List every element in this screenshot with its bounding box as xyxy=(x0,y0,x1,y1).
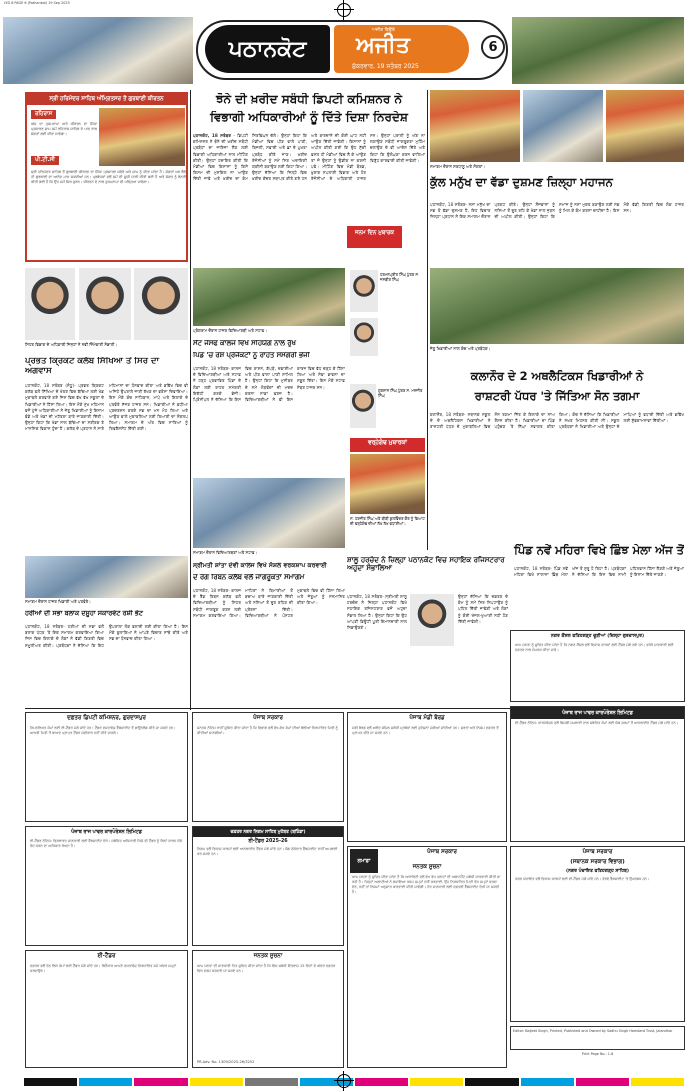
page-number: 6 xyxy=(488,39,498,55)
tender-corp-notice xyxy=(192,826,344,946)
cricket-body: ਪਠਾਨਕੋਟ, 18 ਸਤੰਬਰ (ਸੰਧੂ)- ਪ੍ਰਭਤ ਕ੍ਰਿਕਟ ਕਲੱਬ ਵਲੋਂ ਸਿੱਖਿਆ ਦੇ ਖੇਤਰ ਵਿਚ ਬੱਚਿਆਂ ਲਈ ਖੇਡ ਮੁਕਾਬਲੇ ਕਰਵਾਏ ਗਏ ਜਿਸ ਵਿਚ ਵੱਖ ਵੱਖ ਸਕੂਲਾਂ ਦੇ ਖਿਡਾਰੀਆਂ ਨੇ ਹਿੱਸਾ ਲਿਆ। ਇਸ ਮੌਕੇ ਮੁੱਖ ਮਹਿਮਾਨ ਵਜੋਂ ਪੁੱਜੇ ਅਧਿਕਾਰੀਆਂ ਨੇ ਜੇਤੂ ਖਿਡਾਰੀਆਂ ਨੂੰ ਇਨਾਮ ਵੰਡੇ ਅਤੇ ਖੇਡਾਂ ਦੀ ਮਹੱਤਤਾ ਬਾਰੇ ਜਾਣਕਾਰੀ ਦਿੱਤੀ। ਉਨ੍ਹਾਂ ਕਿਹਾ ਕਿ ਖੇਡਾਂ ਨਾਲ ਬੱਚਿਆਂ ਦਾ ਸਰੀਰਕ ਤੇ ਮਾਨਸਿਕ ਵਿਕਾਸ ਹੁੰਦਾ ਹੈ। ਕਲੱਬ ਦੇ ਪ੍ਰਧਾਨ ਨੇ ਸਾਰੇ ਮਹਿਮਾਨਾਂ ਦਾ ਧੰਨਵਾਦ ਕੀਤਾ ਅਤੇ ਭਵਿੱਖ ਵਿਚ ਵੀ ਅਜਿਹੇ ਉਪਰਾਲੇ ਜਾਰੀ ਰੱਖਣ ਦਾ ਭਰੋਸਾ ਦਿਵਾਇਆ। ਇਸ ਮੌਕੇ ਕੋਚ ਸਾਹਿਬਾਨ, ਮਾਪੇ ਅਤੇ ਇਲਾਕੇ ਦੇ ਪਤਵੰਤੇ ਸੱਜਣ ਹਾਜ਼ਰ ਸਨ। ਖਿਡਾਰੀਆਂ ਨੇ ਵਧੀਆ ਪ੍ਰਦਰਸ਼ਨ ਕਰਕੇ ਸਭ ਦਾ ਮਨ ਮੋਹ ਲਿਆ ਅਤੇ ਆਉਣ ਵਾਲੇ ਮੁਕਾਬਲਿਆਂ ਲਈ ਤਿਆਰੀ ਦਾ ਸੰਕਲਪ ਲਿਆ। ਸਮਾਗਮ ਦੇ ਅੰਤ ਵਿਚ ਸਾਰਿਆਂ ਨੂੰ ਰਿਫਰੈਸ਼ਮੈਂਟ ਦਿੱਤੀ ਗਈ। xyxy=(25,383,188,432)
municipal-notice xyxy=(510,630,685,702)
school-photo-caption: ਪ੍ਰੋਗਰਾਮ ਦੌਰਾਨ ਹਾਜ਼ਰ ਵਿਦਿਆਰਥੀ ਅਤੇ ਸਟਾਫ਼। xyxy=(193,328,267,333)
portrait-2 xyxy=(79,268,131,340)
birthday-caption-3: ਗੁਰਸ਼ਾਨ ਸਿੰਘ ਪੁੱਤਰ ਸ. ਮਨਜੀਤ ਸਿੰਘ xyxy=(378,388,423,398)
page-number-badge xyxy=(481,35,505,59)
dc-office-title: ਦਫ਼ਤਰ ਡਿਪਟੀ ਕਮਿਸ਼ਨਰ, ਗੁਰਦਾਸਪੁਰ xyxy=(67,715,146,721)
dc-office-body: ਨਿਮਨਲਿਖਤ ਕੰਮਾਂ ਲਈ ਈ-ਟੈਂਡਰ ਮੰਗੇ ਜਾਂਦੇ ਹਨ। ਟੈਂਡਰ ਦਸਤਾਵੇਜ਼ ਵੈੱਬਸਾਈਟ ਤੋਂ ਡਾਊਨਲੋਡ ਕੀਤੇ ਜਾ ਸਕਦੇ ਹਨ। ਆਖਰੀ ਮਿਤੀ ਤੋਂ ਬਾਅਦ ਪ੍ਰਾਪਤ ਟੈਂਡਰ ਸਵੀਕਾਰ ਨਹੀਂ ਕੀਤੇ ਜਾਣਗੇ। xyxy=(30,726,176,735)
birthday-caption-1: ਹਰਮਨਪ੍ਰੀਤ ਸਿੰਘ ਪੁੱਤਰ ਸ. ਜਸਬੀਰ ਸਿੰਘ xyxy=(380,272,420,282)
dc-office-notice xyxy=(25,712,188,822)
gmada-notice xyxy=(347,846,507,1068)
pr-adv-number: PR-Adv. No. 1309/2025-26/3252 xyxy=(197,1060,255,1064)
local-govt-body: ਨਗਰ ਪੰਚਾਇਤ ਵਲੋਂ ਵਿਕਾਸ ਕਾਰਜਾਂ ਲਈ ਈ-ਟੈਂਡਰ ਮੰਗੇ ਜਾਂਦੇ ਹਨ। ਵੇਰਵੇ ਵੈੱਬਸਾਈਟ 'ਤੇ ਉਪਲਬਧ ਹਨ। xyxy=(515,877,650,881)
printer-line: Editor: Baljeet Singh, Printed, Published and Owned by Sadhu Singh Hamdard Trust, Jalandhar xyxy=(510,1026,685,1050)
birthday-banner-text: ਜਨਮ ਦਿਨ ਮੁਬਾਰਕ xyxy=(354,230,395,236)
school-headline-2: ਪਿੰਡ 'ਚ ਰਸ਼ ਪ੍ਰੋਜੈਕਟਾਂ ਨੂੰ ਰਾਹਤ ਸਮੱਗਰੀ ਭੇਜੀ xyxy=(193,352,310,359)
gurbani-text-2: ਸ੍ਰੀ ਹਰਿਮੰਦਰ ਸਾਹਿਬ ਤੋਂ ਗੁਰਬਾਣੀ ਕੀਰਤਨ ਦਾ ਸਿੱਧਾ ਪ੍ਰਸਾਰਣ ਸਵੇਰੇ ਅਤੇ ਸ਼ਾਮ ਨੂੰ ਕੀਤਾ ਜਾਂਦਾ ਹੈ। ਸੰਗਤਾਂ ਘਰ ਬੈਠੇ ਹੀ ਗੁਰਬਾਣੀ ਦਾ ਆਨੰਦ ਮਾਣ ਸਕਦੀਆਂ ਹਨ। ਪ੍ਰਬੰਧਕਾਂ ਵਲੋਂ ਸਮੇਂ ਦੀ ਸੂਚੀ ਜਾਰੀ ਕੀਤੀ ਗਈ ਹੈ ਅਤੇ ਸੰਗਤ ਨੂੰ ਬੇਨਤੀ ਕੀਤੀ ਗਈ ਹੈ ਕਿ ਉਹ ਸਮੇਂ ਸਿਰ ਜੁੜਨ। ਕੀਰਤਨ ਦੇ ਨਾਲ ਹੁਕਮਨਾਮਾ ਵੀ ਪੜ੍ਹਿਆ ਜਾਵੇਗਾ। xyxy=(31,170,186,184)
awareness-photo-caption: ਸਮਾਗਮ ਦੌਰਾਨ ਵਿਦਿਆਰਥਣਾਂ ਅਤੇ ਸਟਾਫ਼। xyxy=(193,550,258,555)
print-slug: LYD 8 PAGE 6 (Pathankot) 19 Sep 2025 xyxy=(4,1,70,5)
lead-headline-2: ਵਿਭਾਗੀ ਅਧਿਕਾਰੀਆਂ ਨੂੰ ਦਿੱਤੇ ਦਿਸ਼ਾ ਨਿਰਦੇਸ਼ xyxy=(210,111,408,124)
tender-notice-left-title: ਈ-ਟੈਂਡਰ xyxy=(97,953,116,959)
drugs-headline: ਕੁੱਲ ਮਨੁੱਖ ਦਾ ਵੱਡਾ ਦੁਸ਼ਮਣ ਜ਼ਿਲ੍ਹਾ ਮਹਾਜਨ xyxy=(430,176,613,189)
awareness-photo xyxy=(193,478,345,548)
gurbani-tv-label: ਪੀ.ਟੀ.ਸੀ xyxy=(31,156,59,165)
print-page-label: Print Page No.: 1-8 xyxy=(581,1052,614,1056)
registration-mark-bottom xyxy=(337,1074,351,1088)
fair-headline: ਪਿੰਡ ਨਵੇਂ ਮਹਿਰਾ ਵਿਖੇ ਛਿੰਝ ਮੇਲਾ ਅੱਜ ਤੋਂ xyxy=(514,544,684,557)
tender-notice-left xyxy=(25,950,188,1068)
cricket-photo-caption: ਸਮਾਗਮ ਦੌਰਾਨ ਹਾਜ਼ਰ ਖਿਡਾਰੀ ਅਤੇ ਪਤਵੰਤੇ। xyxy=(25,599,91,604)
municipal-notice-body: ਆਮ ਜਨਤਾ ਨੂੰ ਸੂਚਿਤ ਕੀਤਾ ਜਾਂਦਾ ਹੈ ਕਿ ਨਗਰ ਕੌਂਸਲ ਵਲੋਂ ਵਿਕਾਸ ਕਾਰਜਾਂ ਲਈ ਟੈਂਡਰ ਮੰਗੇ ਗਏ ਹਨ। ਵਧੇਰੇ ਜਾਣਕਾਰੀ ਲਈ ਦਫ਼ਤਰ ਨਾਲ ਸੰਪਰਕ ਕੀਤਾ ਜਾਵੇ। xyxy=(515,643,674,652)
public-notice-left-body: ਆਮ ਜਨਤਾ ਦੀ ਜਾਣਕਾਰੀ ਹਿਤ ਸੂਚਿਤ ਕੀਤਾ ਜਾਂਦਾ ਹੈ ਕਿ ਇਸ ਸਬੰਧੀ ਇਤਰਾਜ਼ 15 ਦਿਨਾਂ ਦੇ ਅੰਦਰ ਦਫ਼ਤਰ ਵਿਖੇ ਦਰਜ ਕਰਵਾਏ ਜਾ ਸਕਦੇ ਹਨ। xyxy=(197,964,336,973)
gmada-logo: ਗਮਾਡਾ xyxy=(350,849,378,873)
municipal-notice-title: ਨਗਰ ਕੌਂਸਲ ਫਤਿਹਗੜ੍ਹ ਚੂੜੀਆਂ (ਜ਼ਿਲ੍ਹਾ ਗੁਰਦਾਸਪੁਰ) xyxy=(550,634,645,639)
mandi-notice-body: ਮੰਡੀ ਬੋਰਡ ਵਲੋਂ ਖ਼ਰੀਦ ਸੀਜ਼ਨ ਸਬੰਧੀ ਪ੍ਰਬੰਧਾਂ ਲਈ ਕੁਟੇਸ਼ਨਾਂ ਮੰਗੀਆਂ ਜਾਂਦੀਆਂ ਹਨ। ਸ਼ਰਤਾਂ ਅਤੇ ਨਿਯਮ ਦਫ਼ਤਰ ਤੋਂ ਪ੍ਰਾਪਤ ਕੀਤੇ ਜਾ ਸਕਦੇ ਹਨ। xyxy=(352,726,499,735)
gurbani-box-title: ਸ੍ਰੀ ਹਰਿਮੰਦਰ ਸਾਹਿਬ ਅੰਮ੍ਰਿਤਸਰ ਤੋਂ ਗੁਰਬਾਣੀ ਕੀਰਤਨ xyxy=(27,94,186,105)
masthead-title-right: ਅਜੀਤ xyxy=(356,33,410,58)
birthday-photo-3 xyxy=(350,384,376,428)
masthead-kicker: ਅਜੀਤ ਬਿਊਰੋ xyxy=(372,28,395,33)
registration-mark-top xyxy=(337,3,351,17)
school-photo xyxy=(193,268,345,326)
athletes-headline-1: ਕਲਾਨੌਰ ਦੇ 2 ਅਥਲੈਟਿਕਸ ਖਿਡਾਰੀਆਂ ਨੇ xyxy=(470,370,644,383)
color-registration-bar xyxy=(24,1078,684,1086)
gurbani-text-1: ਅੱਜ ਦਾ ਹੁਕਮਨਾਮਾ ਅਤੇ ਕੀਰਤਨ ਦਾ ਸਿੱਧਾ ਪ੍ਰਸਾਰਣ ਸ਼ਾਮ ਸਮੇਂ ਰਹਿਰਾਸ ਸਾਹਿਬ ਦੇ ਪਾਠ ਨਾਲ ਸੰਗਤਾਂ ਲਈ ਕੀਤਾ ਜਾਵੇਗਾ। xyxy=(31,122,97,136)
masthead-title-right-box xyxy=(334,25,469,73)
athletes-headline-2: ਰਾਸ਼ਟਰੀ ਪੱਧਰ 'ਤੇ ਜਿੱਤਿਆ ਸੋਨ ਤਗਮਾ xyxy=(474,390,640,403)
masthead-right-photo xyxy=(512,17,684,84)
tender-corp-subtitle: ਈ-ਟੈਂਡਰ 2025-26 xyxy=(248,839,288,844)
anniversary-photo xyxy=(350,454,425,514)
masthead-title-left-box xyxy=(205,25,330,73)
school-body: ਪਠਾਨਕੋਟ, 18 ਸਤੰਬਰ- ਕਾਲਜ ਦੇ ਵਿਦਿਆਰਥੀਆਂ ਅਤੇ ਸਟਾਫ਼ ਨੇ ਹੜ੍ਹ ਪ੍ਰਭਾਵਿਤ ਪਿੰਡਾਂ ਦੇ ਲੋਕਾਂ ਲਈ ਰਾਹਤ ਸਮੱਗਰੀ ਇਕੱਠੀ ਕਰਕੇ ਭੇਜੀ। ਪ੍ਰਿੰਸੀਪਲ ਨੇ ਦੱਸਿਆ ਕਿ ਇਸ ਵਿਚ ਰਾਸ਼ਨ, ਕੱਪੜੇ, ਦਵਾਈਆਂ ਅਤੇ ਪੀਣ ਵਾਲਾ ਪਾਣੀ ਸ਼ਾਮਿਲ ਹੈ। ਉਨ੍ਹਾਂ ਕਿਹਾ ਕਿ ਮੁਸੀਬਤ ਦੇ ਸਮੇਂ ਲੋੜਵੰਦਾਂ ਦੀ ਮਦਦ ਕਰਨਾ ਸਾਡਾ ਫ਼ਰਜ਼ ਹੈ। ਵਿਦਿਆਰਥੀਆਂ ਨੇ ਵੀ ਇਸ ਕਾਰਜ ਵਿਚ ਵੱਧ ਚੜ੍ਹ ਕੇ ਹਿੱਸਾ ਲਿਆ ਅਤੇ ਸੇਵਾ ਭਾਵਨਾ ਦਾ ਸਬੂਤ ਦਿੱਤਾ। ਇਸ ਮੌਕੇ ਸਟਾਫ਼ ਮੈਂਬਰ ਹਾਜ਼ਰ ਸਨ। xyxy=(193,366,345,403)
anniversary-banner xyxy=(350,438,425,452)
local-govt-notice xyxy=(510,846,685,1022)
birthday-banner xyxy=(347,226,402,248)
public-notice-left-title: ਜਨਤਕ ਸੂਚਨਾ xyxy=(253,953,283,959)
psc-notice-body: ਈ-ਟੈਂਡਰ ਨੋਟਿਸ: ਵਿਸਥਾਰਤ ਜਾਣਕਾਰੀ ਲਈ ਵੈੱਬਸਾਈਟ ਦੇਖੋ। ਸਬੰਧਿਤ ਅਧਿਕਾਰੀ ਕਿਸੇ ਵੀ ਟੈਂਡਰ ਨੂੰ ਬਿਨਾਂ ਕਾਰਨ ਦੱਸੇ ਰੱਦ ਕਰਨ ਦਾ ਅਧਿਕਾਰ ਰੱਖਦਾ ਹੈ। xyxy=(30,839,183,848)
mandi-notice-title: ਪੰਜਾਬ ਮੰਡੀ ਬੋਰਡ xyxy=(409,715,445,721)
local-govt-subtitle: (ਸਥਾਨਕ ਸਰਕਾਰ ਵਿਭਾਗ) xyxy=(570,859,625,865)
school-headline-1: ਸੇਂਟ ਜੋਸਫ ਕਾਲਜ ਵਿਖੇ ਸਹਿਯੋਗ ਨਾਲ ਰੁੱਖ xyxy=(193,340,296,347)
corp-notice-title: ਪੰਜਾਬ ਸਰਕਾਰ xyxy=(253,715,283,721)
lead-dateline: ਪਠਾਨਕੋਟ, 18 ਸਤੰਬਰ xyxy=(193,133,231,138)
corp-notice xyxy=(192,712,344,822)
ppc-notice-title: ਪੰਜਾਬ ਰਾਜ ਪਾਵਰ ਕਾਰਪੋਰੇਸ਼ਨ ਲਿਮਿਟਡ xyxy=(511,707,684,719)
portrait-1 xyxy=(25,268,75,340)
birthday-photo-1 xyxy=(350,270,378,312)
portraits-caption: ਸਿਹਤ ਵਿਭਾਗ ਦੇ ਅਧਿਕਾਰੀ ਜਿਨ੍ਹਾਂ ਨੇ ਨਵੀਂ ਜ਼ਿੰਮੇਵਾਰੀ ਸੰਭਾਲੀ। xyxy=(25,342,118,347)
anniversary-caption: ਸ. ਹਰਜੀਤ ਸਿੰਘ ਅਤੇ ਬੀਬੀ ਕੁਲਵਿੰਦਰ ਕੌਰ ਨੂੰ ਵਿਆਹ ਦੀ ਵਰ੍ਹੇਗੰਢ ਦੀਆਂ ਲੱਖ ਲੱਖ ਵਧਾਈਆਂ। xyxy=(350,516,425,526)
athletes-photo xyxy=(430,268,684,344)
drugs-photo-2 xyxy=(523,90,603,162)
tender-corp-body: ਨਿਗਮ ਵਲੋਂ ਵਿਕਾਸ ਕਾਰਜਾਂ ਲਈ ਆਨਲਾਈਨ ਟੈਂਡਰ ਮੰਗੇ ਜਾਂਦੇ ਹਨ। ਯੋਗ ਠੇਕੇਦਾਰ ਵੈੱਬਸਾਈਟ ਰਾਹੀਂ ਅਪਲਾਈ ਕਰ ਸਕਦੇ ਹਨ। xyxy=(197,847,338,856)
column-rule-1 xyxy=(190,90,191,710)
public-notice-left xyxy=(192,950,344,1068)
cricket-headline: ਪ੍ਰਭਤ ਕ੍ਰਿਕਟ ਕਲੱਬ ਸਿੱਖਿਆ ਤੋਂ ਸਿਰ ਦਾ ਅਗਵਾਸ xyxy=(25,357,159,376)
rally-body: ਪਠਾਨਕੋਟ, 18 ਸਤੰਬਰ- ਹਰੀਆਂ ਦੀ ਸਭਾ ਵਲੋਂ ਬਲਾਕ ਪੱਧਰ 'ਤੇ ਇਕ ਸਮਾਗਮ ਕਰਵਾਇਆ ਗਿਆ ਜਿਸ ਵਿਚ ਇਲਾਕੇ ਦੇ ਲੋਕਾਂ ਨੇ ਵੱਡੀ ਗਿਣਤੀ ਵਿਚ ਸ਼ਮੂਲੀਅਤ ਕੀਤੀ। ਪ੍ਰਬੰਧਕਾਂ ਨੇ ਦੱਸਿਆ ਕਿ ਇਹ ਉਪਰਾਲਾ ਲੋਕ ਭਲਾਈ ਲਈ ਕੀਤਾ ਗਿਆ ਹੈ। ਇਸ ਮੌਕੇ ਬੁਲਾਰਿਆਂ ਨੇ ਆਪਣੇ ਵਿਚਾਰ ਸਾਂਝੇ ਕੀਤੇ ਅਤੇ ਸਭ ਦਾ ਧੰਨਵਾਦ ਕੀਤਾ ਗਿਆ। xyxy=(25,624,188,648)
police-body-2: ਉਨ੍ਹਾਂ ਦੱਸਿਆ ਕਿ ਦਫ਼ਤਰ ਦੇ ਕੰਮ ਨੂੰ ਸਮੇਂ ਸਿਰ ਨਿਪਟਾਉਣ ਨੂੰ ਪਹਿਲ ਦਿੱਤੀ ਜਾਵੇਗੀ ਅਤੇ ਲੋਕਾਂ ਨੂੰ ਕੋਈ ਖੱਜਲ-ਖੁਆਰੀ ਨਹੀਂ ਹੋਣ ਦਿੱਤੀ ਜਾਵੇਗੀ। xyxy=(458,594,508,624)
gmada-body: ਆਮ ਜਨਤਾ ਨੂੰ ਸੂਚਿਤ ਕੀਤਾ ਜਾਂਦਾ ਹੈ ਕਿ ਅਥਾਰਿਟੀ ਵਲੋਂ ਵੱਖ ਵੱਖ ਪਲਾਟਾਂ ਦੀ ਅਲਾਟਮੈਂਟ ਸਬੰਧੀ ਕਾਰਵਾਈ ਕੀਤੀ ਜਾ ਰਹੀ ਹੈ। ਜਿਨ੍ਹਾਂ ਅਲਾਟੀਆਂ ਨੇ ਬਕਾਇਆ ਰਕਮ ਜਮ੍ਹਾਂ ਨਹੀਂ ਕਰਵਾਈ, ਉਹ ਨਿਰਧਾਰਿਤ ਮਿਤੀ ਤੱਕ ਜਮ੍ਹਾਂ ਕਰਵਾ ਦੇਣ, ਨਹੀਂ ਤਾਂ ਨਿਯਮਾਂ ਅਨੁਸਾਰ ਕਾਰਵਾਈ ਕੀਤੀ ਜਾਵੇਗੀ। ਹੋਰ ਜਾਣਕਾਰੀ ਲਈ ਦਫ਼ਤਰੀ ਵੈੱਬਸਾਈਟ ਦੇਖੀ ਜਾ ਸਕਦੀ ਹੈ। xyxy=(352,875,501,894)
drugs-photo-1 xyxy=(430,90,520,162)
drugs-body: ਪਠਾਨਕੋਟ, 18 ਸਤੰਬਰ- ਨਸ਼ਾ ਮਨੁੱਖ ਦਾ ਸਭ ਤੋਂ ਵੱਡਾ ਦੁਸ਼ਮਣ ਹੈ, ਇਹ ਵਿਚਾਰ ਜ਼ਿਲ੍ਹਾ ਪ੍ਰਧਾਨ ਨੇ ਇਕ ਸਮਾਗਮ ਦੌਰਾਨ ਪ੍ਰਗਟ ਕੀਤੇ। ਉਨ੍ਹਾਂ ਨੌਜਵਾਨਾਂ ਨੂੰ ਨਸ਼ਿਆਂ ਤੋਂ ਦੂਰ ਰਹਿ ਕੇ ਖੇਡਾਂ ਨਾਲ ਜੁੜਨ ਦੀ ਅਪੀਲ ਕੀਤੀ। ਉਨ੍ਹਾਂ ਕਿਹਾ ਕਿ ਸਮਾਜ ਨੂੰ ਨਸ਼ਾ ਮੁਕਤ ਬਣਾਉਣ ਲਈ ਸਭ ਨੂੰ ਮਿਲ ਕੇ ਕੰਮ ਕਰਨਾ ਚਾਹੀਦਾ ਹੈ। ਇਸ ਮੌਕੇ ਵੱਡੀ ਗਿਣਤੀ ਵਿਚ ਲੋਕ ਹਾਜ਼ਰ ਸਨ। xyxy=(430,202,684,220)
horizontal-rule-1 xyxy=(25,708,685,709)
birthday-photo-2 xyxy=(350,318,378,356)
gurbani-box xyxy=(25,92,188,262)
masthead-title-left: ਪਠਾਨਕੋਟ xyxy=(228,36,307,62)
police-body: ਪਠਾਨਕੋਟ, 18 ਸਤੰਬਰ- ਸ੍ਰੀਮਤੀ ਸ਼ਾਲੂ ਹਰਚੰਦ ਨੇ ਜ਼ਿਲ੍ਹਾ ਪਠਾਨਕੋਟ ਵਿਖੇ ਸਹਾਇਕ ਰਜਿਸਟਰਾਰ ਵਜੋਂ ਅਹੁਦਾ ਸੰਭਾਲ ਲਿਆ ਹੈ। ਉਨ੍ਹਾਂ ਕਿਹਾ ਕਿ ਉਹ ਆਪਣੀ ਡਿਊਟੀ ਪੂਰੀ ਇਮਾਨਦਾਰੀ ਨਾਲ ਨਿਭਾਉਣਗੇ। xyxy=(347,594,407,631)
masthead-date: ਸ਼ੁੱਕਰਵਾਰ, 19 ਸਤੰਬਰ 2025 xyxy=(352,63,419,70)
gurbani-time-label: ਰਹਿਰਾਸ xyxy=(31,110,56,119)
athletes-photo-caption: ਜੇਤੂ ਖਿਡਾਰੀਆਂ ਨਾਲ ਕੋਚ ਅਤੇ ਪ੍ਰਬੰਧਕ। xyxy=(430,346,491,351)
mandi-notice xyxy=(347,712,507,842)
awareness-body: ਪਠਾਨਕੋਟ, 18 ਸਤੰਬਰ- ਕਾਲਜ ਦੇ ਰੈੱਡ ਰਿਬਨ ਕਲੱਬ ਵਲੋਂ ਵਿਦਿਆਰਥੀਆਂ ਨੂੰ ਸਿਹਤ ਸਬੰਧੀ ਜਾਗਰੂਕ ਕਰਨ ਲਈ ਸਮਾਗਮ ਕਰਵਾਇਆ ਗਿਆ। ਮਾਹਿਰਾਂ ਨੇ ਬਿਮਾਰੀਆਂ ਤੋਂ ਬਚਾਅ ਬਾਰੇ ਜਾਣਕਾਰੀ ਦਿੱਤੀ ਅਤੇ ਨਸ਼ਿਆਂ ਤੋਂ ਦੂਰ ਰਹਿਣ ਦੀ ਪ੍ਰੇਰਨਾ ਦਿੱਤੀ। ਵਿਦਿਆਰਥੀਆਂ ਨੇ ਪੋਸਟਰ ਮੁਕਾਬਲੇ ਵਿਚ ਵੀ ਹਿੱਸਾ ਲਿਆ ਅਤੇ ਜੇਤੂਆਂ ਨੂੰ ਸਨਮਾਨਿਤ ਕੀਤਾ ਗਿਆ। xyxy=(193,588,345,618)
local-govt-subtitle-2: (ਨਗਰ ਪੰਚਾਇਤ ਫਤਿਹਗੜ੍ਹ ਸਾਹਿਬ) xyxy=(565,869,630,874)
police-headline: ਸ਼ਾਲੂ ਹਰਚੰਦ ਨੇ ਜ਼ਿਲ੍ਹਾ ਪਠਾਨਕੋਟ ਵਿਚ ਸਹਾਇਕ ਰਜਿਸਟਰਾਰ ਅਹੁਦਾ ਸੰਭਾਲਿਆ xyxy=(347,556,505,573)
tender-corp-title: ਦਫ਼ਤਰ ਨਗਰ ਨਿਗਮ ਸਾਹਿਬ ਮੁਹੱਬਤ (ਬਠਿੰਡਾ) xyxy=(193,827,343,837)
ppc-notice xyxy=(510,706,685,842)
ppc-notice-body: ਈ-ਟੈਂਡਰ ਨੋਟਿਸ: ਕਾਰਪੋਰੇਸ਼ਨ ਵਲੋਂ ਬਿਜਲੀ ਸਪਲਾਈ ਨਾਲ ਸਬੰਧਿਤ ਕੰਮਾਂ ਲਈ ਯੋਗ ਫ਼ਰਮਾਂ ਤੋਂ ਆਨਲਾਈਨ ਟੈਂਡਰ ਮੰਗੇ ਜਾਂਦੇ ਹਨ। xyxy=(515,721,679,725)
golden-temple-photo xyxy=(99,108,185,166)
psc-notice-title: ਪੰਜਾਬ ਰਾਜ ਪਾਵਰ ਕਾਰਪੋਰੇਸ਼ਨ ਲਿਮਿਟਡ xyxy=(71,830,142,835)
fair-body: ਪਠਾਨਕੋਟ, 18 ਸਤੰਬਰ- ਪਿੰਡ ਨਵੇਂ ਮਹਿਰਾ ਵਿਖੇ ਸਾਲਾਨਾ ਛਿੰਝ ਮੇਲਾ ਅੱਜ ਤੋਂ ਸ਼ੁਰੂ ਹੋ ਰਿਹਾ ਹੈ। ਪ੍ਰਬੰਧਕਾਂ ਨੇ ਦੱਸਿਆ ਕਿ ਇਸ ਵਿਚ ਨਾਮੀ ਪਹਿਲਵਾਨ ਹਿੱਸਾ ਲੈਣਗੇ ਅਤੇ ਜੇਤੂਆਂ ਨੂੰ ਇਨਾਮ ਦਿੱਤੇ ਜਾਣਗੇ। xyxy=(514,566,684,578)
portrait-3 xyxy=(134,268,188,340)
cricket-photo xyxy=(25,556,188,598)
lead-headline-1: ਝੋਨੇ ਦੀ ਖ਼ਰੀਦ ਸਬੰਧੀ ਡਿਪਟੀ ਕਮਿਸ਼ਨਰ ਨੇ xyxy=(215,93,403,106)
local-govt-title: ਪੰਜਾਬ ਸਰਕਾਰ xyxy=(582,849,613,855)
athletes-body: ਕਲਾਨੌਰ, 18 ਸਤੰਬਰ- ਸਥਾਨਕ ਸਕੂਲ ਦੇ ਦੋ ਅਥਲੈਟਿਕਸ ਖਿਡਾਰੀਆਂ ਨੇ ਰਾਸ਼ਟਰੀ ਪੱਧਰ ਦੇ ਮੁਕਾਬਲਿਆਂ ਵਿਚ ਸੋਨ ਤਗਮਾ ਜਿੱਤ ਕੇ ਇਲਾਕੇ ਦਾ ਨਾਂਅ ਰੌਸ਼ਨ ਕੀਤਾ ਹੈ। ਖਿਡਾਰੀਆਂ ਦਾ ਪਿੰਡ ਪਹੁੰਚਣ 'ਤੇ ਨਿੱਘਾ ਸਵਾਗਤ ਕੀਤਾ ਗਿਆ। ਕੋਚ ਨੇ ਦੱਸਿਆ ਕਿ ਖਿਡਾਰੀਆਂ ਨੇ ਸਖ਼ਤ ਮਿਹਨਤ ਕੀਤੀ ਸੀ। ਸਕੂਲ ਪ੍ਰਬੰਧਕਾਂ ਨੇ ਖਿਡਾਰੀਆਂ ਅਤੇ ਉਨ੍ਹਾਂ ਦੇ ਮਾਪਿਆਂ ਨੂੰ ਵਧਾਈ ਦਿੱਤੀ ਅਤੇ ਭਵਿੱਖ ਲਈ ਸ਼ੁੱਭਕਾਮਨਾਵਾਂ ਦਿੱਤੀਆਂ। xyxy=(430,412,684,430)
awareness-headline-1: ਸ੍ਰੀਮਤੀ ਸ਼ਾਂਤਾ ਦੇਵੀ ਕਾਲਜ ਵਿਖੇ ਸੋਸ਼ਲ ਵਰਕਸ਼ਾਪ ਕਰਵਾਈ xyxy=(193,562,327,569)
drugs-photo-caption: ਸਮਾਗਮ ਦੌਰਾਨ ਸ਼ਰਧਾਲੂ ਅਤੇ ਸੰਗਤਾਂ। xyxy=(430,164,486,169)
psc-notice xyxy=(25,826,188,946)
masthead-left-photo xyxy=(3,17,193,84)
drugs-photo-3 xyxy=(606,90,684,162)
police-portrait xyxy=(410,594,454,646)
lead-body: ਪਠਾਨਕੋਟ, 18 ਸਤੰਬਰ - ਡਿਪਟੀ ਕਮਿਸ਼ਨਰ ਨੇ ਝੋਨੇ ਦੀ ਖ਼ਰੀਦ ਸਬੰਧੀ ਪ੍ਰਬੰਧਾਂ ਦਾ ਜਾਇਜ਼ਾ ਲੈਣ ਲਈ ਵਿਭਾਗੀ ਅਧਿਕਾਰੀਆਂ ਨਾਲ ਮੀਟਿੰਗ ਕੀਤੀ। ਉਨ੍ਹਾਂ ਹਦਾਇਤ ਕੀਤੀ ਕਿ ਮੰਡੀਆਂ ਵਿਚ ਕਿਸਾਨਾਂ ਨੂੰ ਕਿਸੇ ਕਿਸਮ ਦੀ ਮੁਸ਼ਕਿਲ ਨਾ ਆਉਣ ਦਿੱਤੀ ਜਾਵੇ ਅਤੇ ਖ਼ਰੀਦ ਦਾ ਕੰਮ ਨਿਰਵਿਘਨ ਚੱਲੇ। ਉਨ੍ਹਾਂ ਕਿਹਾ ਕਿ ਮੰਡੀਆਂ ਵਿਚ ਪੀਣ ਵਾਲੇ ਪਾਣੀ, ਬਿਜਲੀ, ਸਫ਼ਾਈ ਅਤੇ ਛਾਂ ਦੇ ਪੁਖ਼ਤਾ ਪ੍ਰਬੰਧ ਕੀਤੇ ਜਾਣ। ਖ਼ਰੀਦ ਏਜੰਸੀਆਂ ਨੂੰ ਸਮੇਂ ਸਿਰ ਅਦਾਇਗੀ ਯਕੀਨੀ ਬਣਾਉਣ ਲਈ ਕਿਹਾ ਗਿਆ। ਉਨ੍ਹਾਂ ਦੱਸਿਆ ਕਿ ਜ਼ਿਲ੍ਹੇ ਵਿਚ ਖ਼ਰੀਦ ਕੇਂਦਰ ਸਥਾਪਤ ਕੀਤੇ ਗਏ ਹਨ ਅਤੇ ਬਾਰਦਾਨੇ ਦੀ ਕੋਈ ਘਾਟ ਨਹੀਂ ਆਉਣ ਦਿੱਤੀ ਜਾਵੇਗੀ। ਕਿਸਾਨਾਂ ਨੂੰ ਅਪੀਲ ਕੀਤੀ ਗਈ ਕਿ ਉਹ ਸੁੱਕੀ ਫ਼ਸਲ ਹੀ ਮੰਡੀਆਂ ਵਿਚ ਲੈ ਕੇ ਆਉਣ ਤਾਂ ਜੋ ਉਨ੍ਹਾਂ ਨੂੰ ਉਡੀਕ ਨਾ ਕਰਨੀ ਪਵੇ। ਮੀਟਿੰਗ ਵਿਚ ਮੰਡੀ ਬੋਰਡ, ਖ਼ੁਰਾਕ ਸਪਲਾਈ ਵਿਭਾਗ ਅਤੇ ਹੋਰ ਏਜੰਸੀਆਂ ਦੇ ਅਧਿਕਾਰੀ ਹਾਜ਼ਰ ਸਨ। ਉਨ੍ਹਾਂ ਪਰਾਲੀ ਨੂੰ ਅੱਗ ਨਾ ਲਗਾਉਣ ਸਬੰਧੀ ਜਾਗਰੂਕਤਾ ਮੁਹਿੰਮ ਚਲਾਉਣ ਦੇ ਵੀ ਆਦੇਸ਼ ਦਿੱਤੇ ਅਤੇ ਕਿਹਾ ਕਿ ਉਲੰਘਣਾ ਕਰਨ ਵਾਲਿਆਂ ਵਿਰੁੱਧ ਕਾਰਵਾਈ ਕੀਤੀ ਜਾਵੇਗੀ। xyxy=(193,133,425,182)
gmada-govt-title: ਪੰਜਾਬ ਸਰਕਾਰ xyxy=(427,849,457,855)
gmada-public-notice: ਜਨਤਕ ਸੂਚਨਾ xyxy=(412,864,442,870)
anniversary-banner-text: ਵਰ੍ਹੇਗੰਢ ਮੁਬਾਰਕਾਂ xyxy=(368,440,407,446)
corp-notice-body: ਜਨਤਕ ਨੋਟਿਸ ਰਾਹੀਂ ਸੂਚਿਤ ਕੀਤਾ ਜਾਂਦਾ ਹੈ ਕਿ ਵਿਭਾਗ ਵਲੋਂ ਵੱਖ-ਵੱਖ ਕੰਮਾਂ ਦੀਆਂ ਬੋਲੀਆਂ ਨਿਰਧਾਰਿਤ ਮਿਤੀ ਨੂੰ ਕੀਤੀਆਂ ਜਾਣਗੀਆਂ। xyxy=(197,726,338,735)
awareness-headline-2: ਦੇ ਰੋਗ ਰਿਬਨ ਕਲੱਬ ਵਲੋਂ ਜਾਗਰੂਕਤਾ ਸਮਾਗਮ xyxy=(193,574,305,581)
tender-notice-left-body: ਦਫ਼ਤਰ ਵਲੋਂ ਹੇਠ ਲਿਖੇ ਕੰਮਾਂ ਲਈ ਟੈਂਡਰ ਮੰਗੇ ਜਾਂਦੇ ਹਨ। ਬਿਨੈਕਾਰ ਆਪਣੇ ਦਸਤਾਵੇਜ਼ ਨਿਰਧਾਰਿਤ ਸਮੇਂ ਅੰਦਰ ਜਮ੍ਹਾਂ ਕਰਵਾਉਣ। xyxy=(30,964,177,973)
column-rule-2 xyxy=(427,90,428,550)
rally-headline: ਹਰੀਆਂ ਦੀ ਸਭਾ ਬਲਾਕ ਦਸੂਹਾ ਸਕਾਰਵੇਟ ਰਸ਼ੀ ਭੇਟ xyxy=(25,610,143,617)
